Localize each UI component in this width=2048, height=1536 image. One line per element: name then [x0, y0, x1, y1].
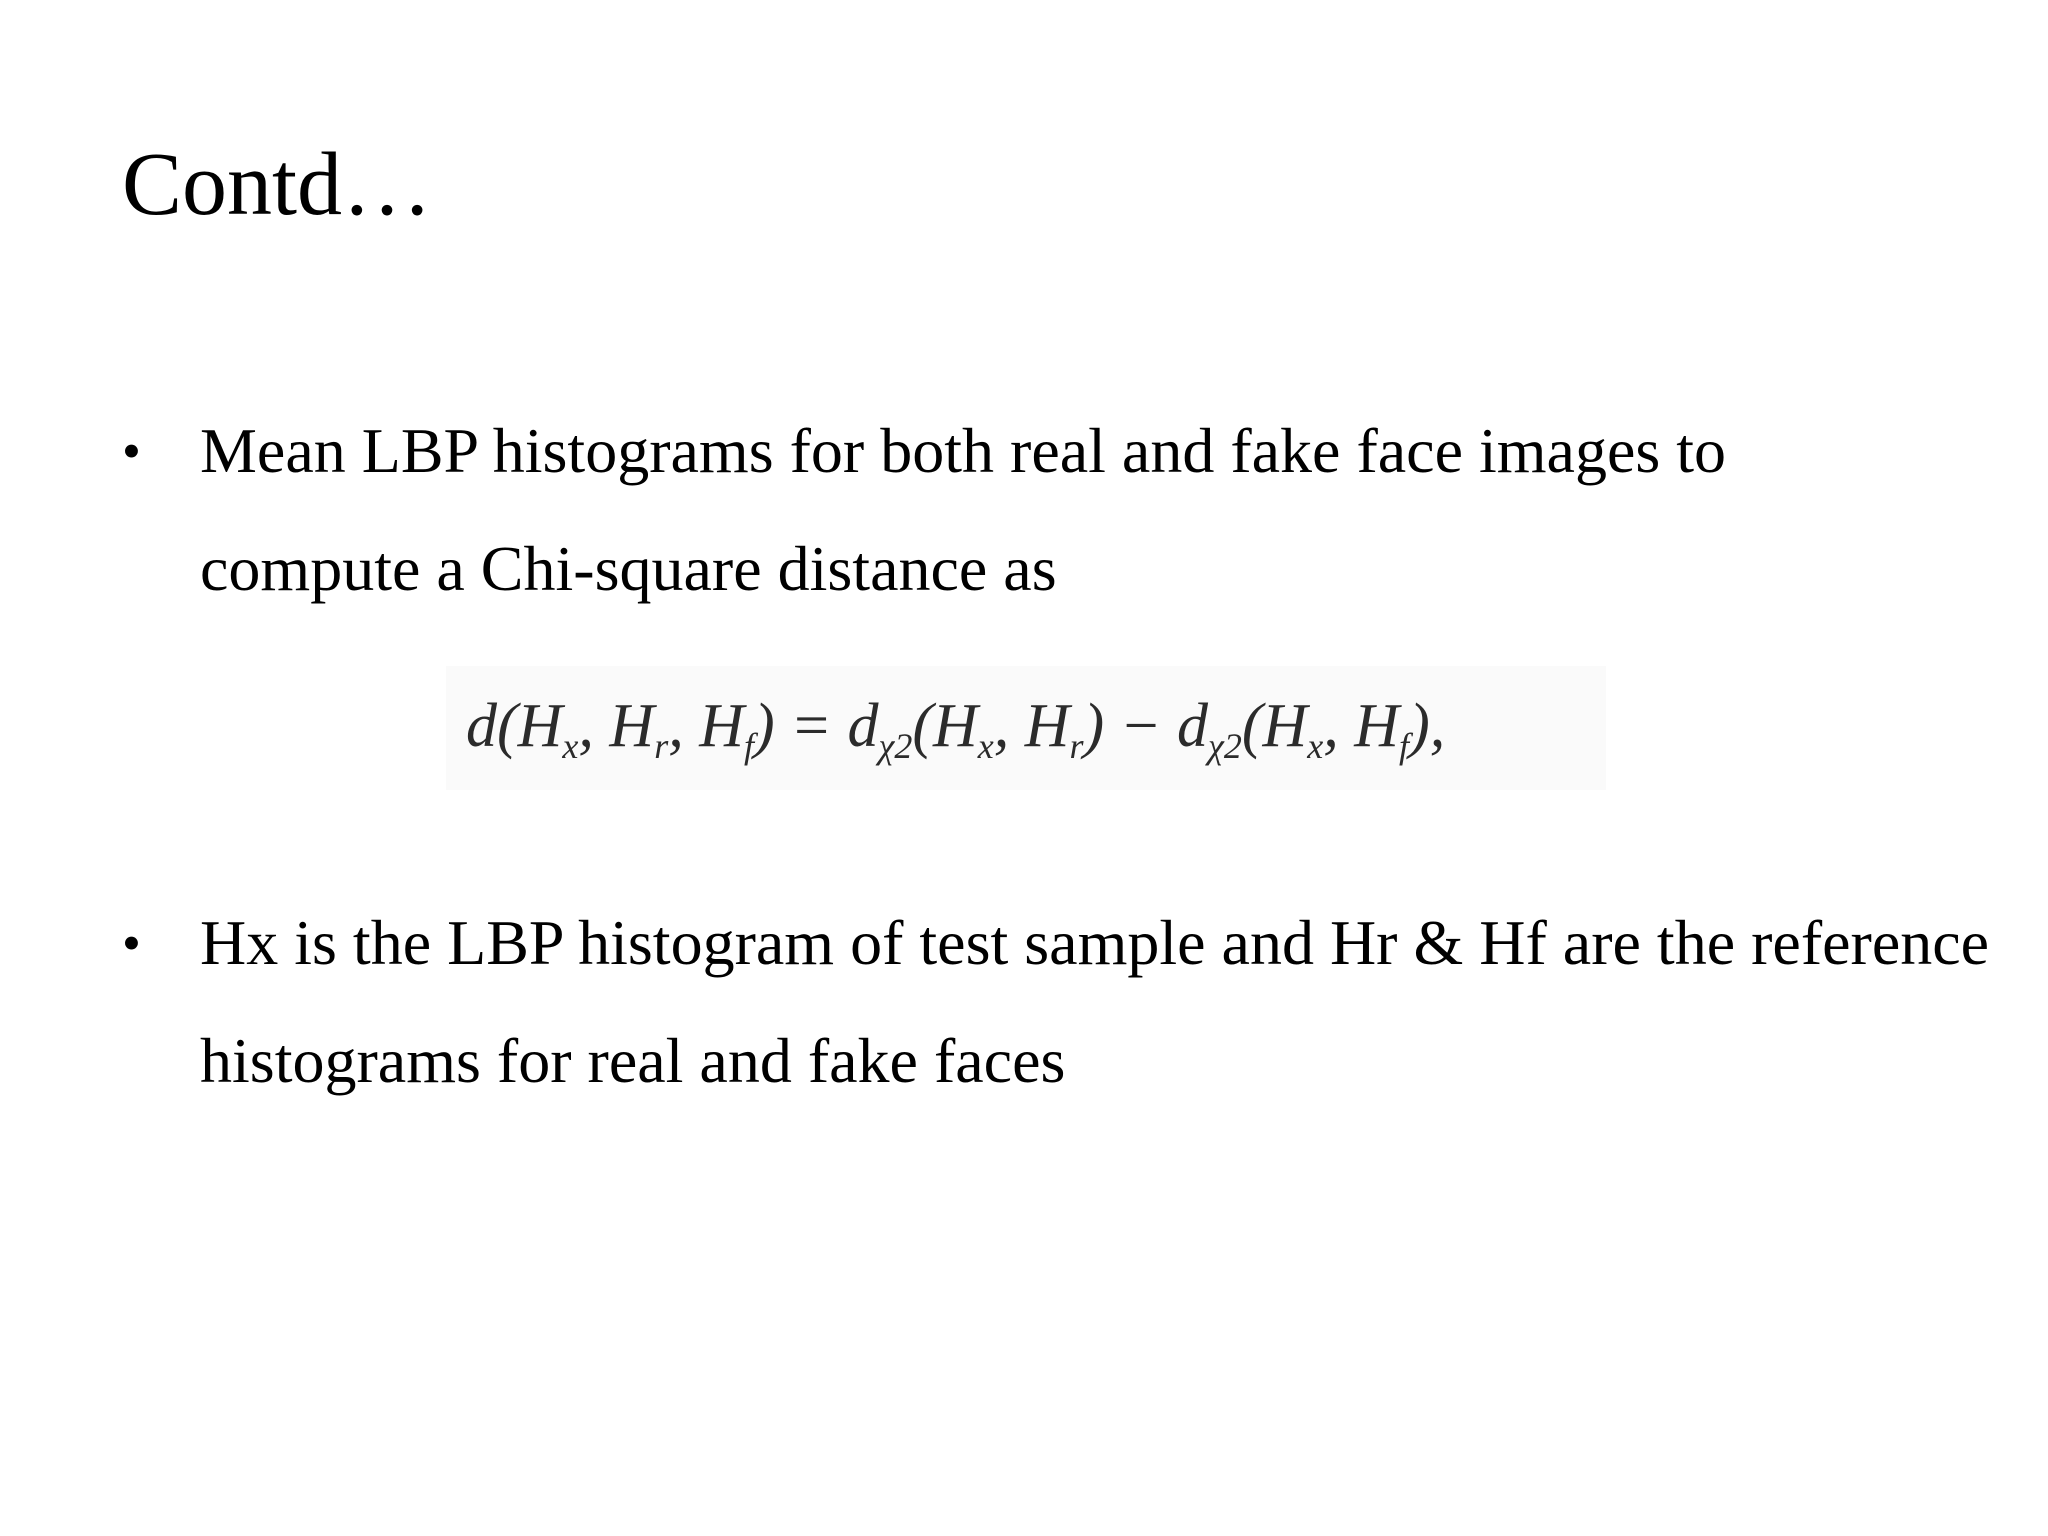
bullet-text-1: Mean LBP histograms for both real and fake face images to compute a Chi-square distance as	[200, 415, 1727, 604]
formula-text: d(Hx, Hr, Hf) = dχ2(Hx, Hr) − dχ2(Hx, Hf),	[466, 692, 1446, 766]
bullet-item-1	[122, 392, 1942, 628]
bullet-dot-icon: •	[122, 913, 141, 973]
bullet-item-2	[122, 884, 2020, 1120]
chi-square-formula-image	[446, 666, 1606, 790]
formula-graphic	[446, 666, 1606, 790]
slide-title: Contd…	[122, 135, 433, 234]
bullet-text-2: Hx is the LBP histogram of test sample and Hr & Hf are the reference histograms for real and fake faces	[200, 907, 1990, 1096]
bullet-dot-icon: •	[122, 421, 141, 481]
